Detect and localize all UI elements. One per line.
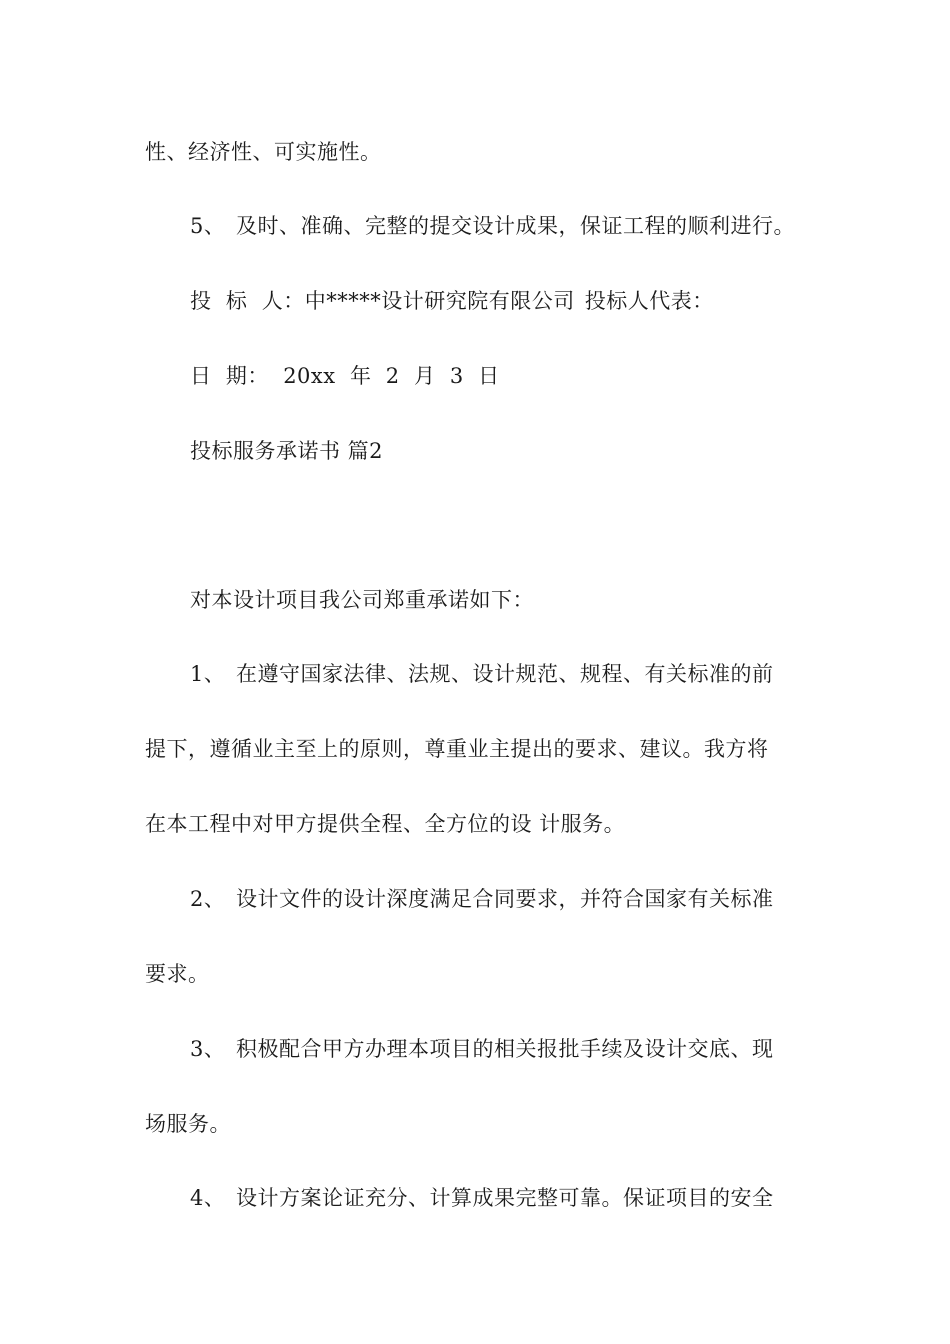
list-number: 1、: [190, 662, 226, 686]
list-number: 3、: [190, 1037, 226, 1061]
list-text: 及时、准确、完整的提交设计成果，保证工程的顺利进行。: [236, 214, 795, 238]
list-number: 5、: [190, 214, 226, 238]
list-text: 提下，遵循业主至上的原则，尊重业主提出的要求、建议。我方将: [145, 737, 769, 761]
intro-paragraph: [190, 586, 534, 614]
section-title: [190, 437, 383, 465]
bidder-name: 投 标 人：中*****设计研究院有限公司: [190, 289, 575, 313]
date-text: 日 期： 20xx 年 2 月 3 日: [190, 364, 500, 388]
list-item-2: [190, 885, 774, 913]
list-text: 在本工程中对甲方提供全程、全方位的设 计服务。: [145, 812, 626, 836]
list-item-4: [190, 1184, 774, 1212]
date-line: [190, 362, 500, 390]
intro-text: 对本设计项目我公司郑重承诺如下：: [190, 588, 534, 612]
list-text: 设计文件的设计深度满足合同要求，并符合国家有关标准: [236, 887, 774, 911]
list-text: 要求。: [145, 962, 210, 986]
list-number: 4、: [190, 1186, 226, 1210]
list-item-1-continuation: [145, 735, 769, 763]
list-text: 场服务。: [145, 1112, 231, 1136]
section-title-text: 投标服务承诺书 篇2: [190, 439, 384, 463]
list-item-1-continuation: [145, 810, 625, 838]
list-item-3-continuation: [145, 1110, 231, 1138]
list-item-1: [190, 660, 774, 688]
paragraph-text: 性、经济性、可实施性。: [145, 140, 382, 164]
list-number: 2、: [190, 887, 226, 911]
list-text: 积极配合甲方办理本项目的相关报批手续及设计交底、现: [236, 1037, 774, 1061]
bidder-line: [190, 287, 714, 315]
paragraph-continuation: [145, 138, 382, 166]
list-item-2-continuation: [145, 960, 210, 988]
list-text: 设计方案论证充分、计算成果完整可靠。保证项目的安全: [236, 1186, 774, 1210]
bidder-representative: 投标人代表：: [584, 289, 714, 313]
list-item-5: [190, 212, 795, 240]
list-item-3: [190, 1035, 774, 1063]
list-text: 在遵守国家法律、法规、设计规范、规程、有关标准的前: [236, 662, 774, 686]
